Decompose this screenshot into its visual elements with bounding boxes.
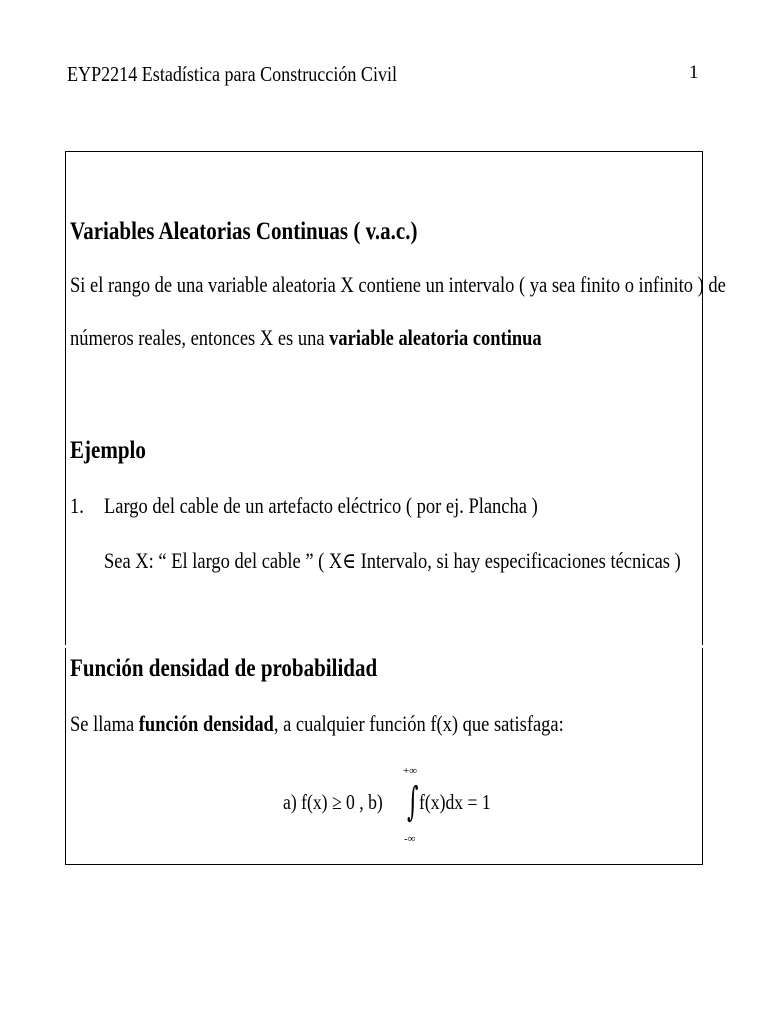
section-heading-example: Ejemplo — [70, 437, 146, 464]
density-intro-suffix: , a cualquier función f(x) que satisfaga: — [273, 711, 564, 736]
integral-lower-limit: -∞ — [404, 833, 416, 845]
example-item-text: Largo del cable de un artefacto eléctrico ( por ej. Plancha ) — [104, 493, 538, 518]
formula-part-a: a) f(x) ≥ 0 , b) — [283, 790, 383, 814]
definition-line-2 — [70, 325, 542, 351]
document-header-title: EYP2214 Estadística para Construcción Civil — [67, 62, 398, 86]
example-item-detail: Sea X: “ El largo del cable ” ( X∈ Intervalo, si hay especificaciones técnicas ) — [104, 548, 681, 573]
section-heading-density: Función densidad de probabilidad — [70, 655, 378, 682]
integral-upper-limit: +∞ — [403, 765, 418, 777]
section-heading-vac: Variables Aleatorias Continuas ( v.a.c.) — [70, 218, 418, 245]
definition-line-2-text: números reales, entonces X es una — [70, 325, 330, 350]
frame-divider — [64, 645, 705, 648]
definition-line-1: Si el rango de una variable aleatoria X contiene un intervalo ( ya sea finito o infinito ) de — [70, 272, 726, 297]
density-term: función densidad — [138, 711, 274, 736]
page-number: 1 — [689, 62, 699, 83]
density-intro — [70, 711, 564, 737]
density-formula — [283, 765, 503, 845]
example-item-number: 1. — [70, 493, 84, 518]
formula-integrand: f(x)dx = 1 — [419, 790, 491, 814]
density-intro-prefix: Se llama — [70, 711, 139, 736]
definition-term: variable aleatoria continua — [329, 325, 542, 350]
integral-sign: ∫ — [407, 779, 419, 825]
